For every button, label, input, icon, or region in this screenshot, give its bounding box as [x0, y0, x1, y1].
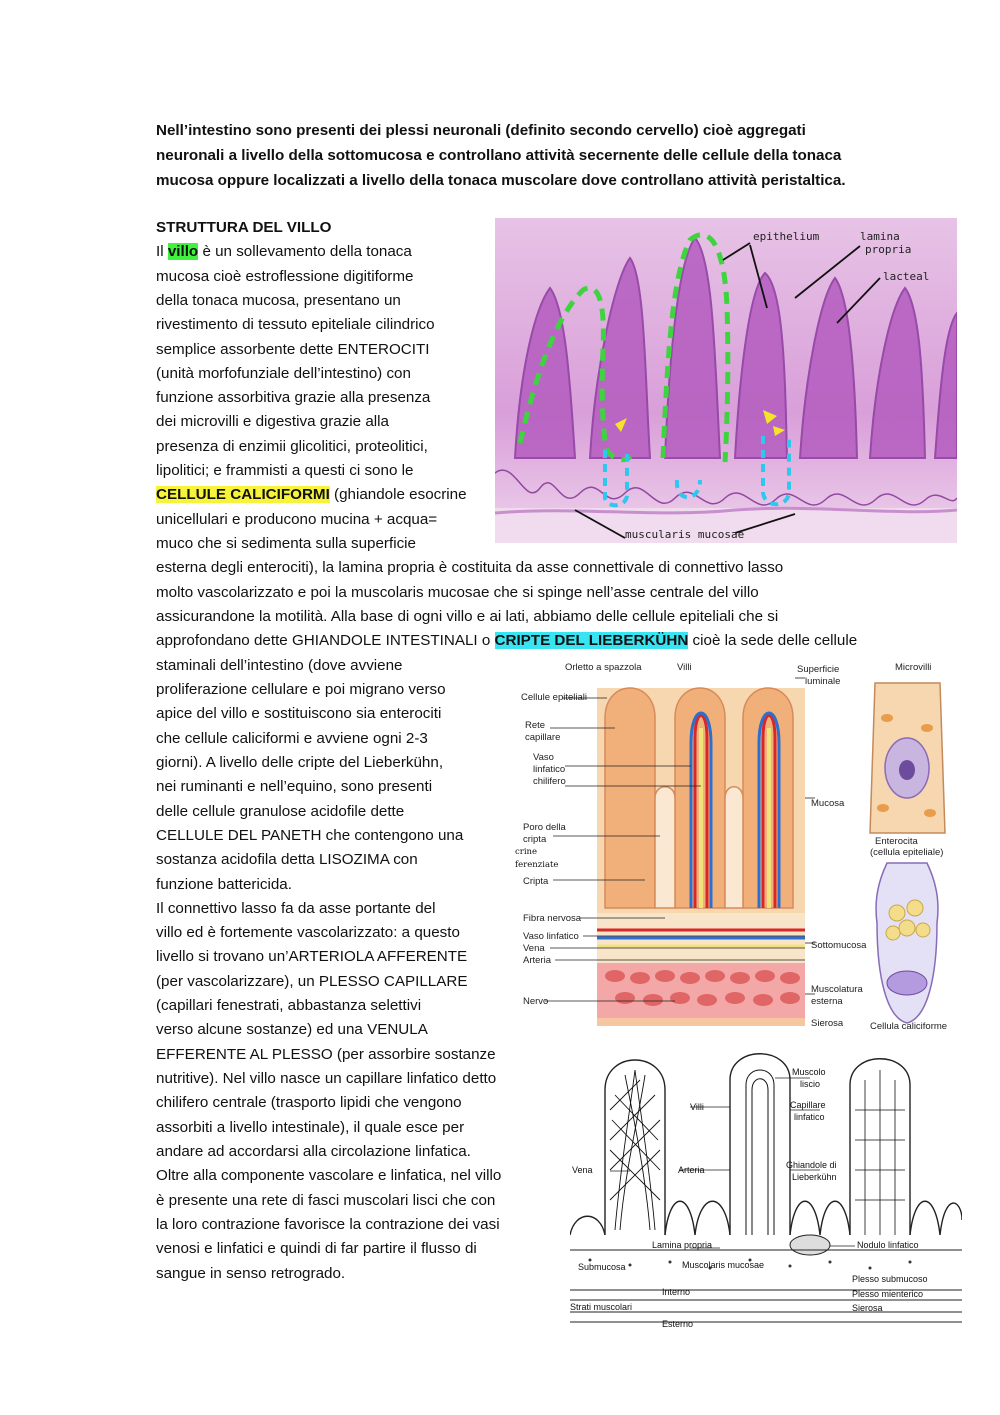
body-line: verso alcune sostanze) ed una VENULA [156, 1021, 428, 1038]
label-lamina: lamina [860, 230, 900, 243]
label-esterno: Esterno [662, 1319, 694, 1329]
label-arteria-bw: Arteria [678, 1165, 705, 1175]
body-line: Il connettivo lasso fa da asse portante del [156, 900, 436, 917]
villus-bw-diagram [570, 1050, 962, 1330]
body-line: nei ruminanti e nell’equino, sono presenti [156, 778, 433, 795]
body-line: apice del villo e sostituiscono sia enterociti [156, 705, 442, 722]
label-vaso: Vaso [533, 752, 554, 763]
body-line: esterna degli enterociti), la lamina propria è costituita da asse connettivale di connettivo lasso [156, 559, 784, 576]
label-chilifero: chilifero [533, 776, 566, 787]
label-lieberkuhn: Lieberkühn [792, 1172, 837, 1182]
label-cellula-caliciforme: Cellula caliciforme [870, 1021, 948, 1032]
label-plesso-mie: Plesso mienterico [852, 1289, 924, 1299]
label-luminale: luminale [805, 676, 841, 687]
label-sottomucosa: Sottomucosa [811, 940, 867, 951]
label-mucosa: Mucosa [811, 798, 845, 809]
histology-micrograph [495, 218, 957, 543]
label-capillare-bw: Capillare [790, 1100, 826, 1110]
label-muscolaris: Muscolaris mucosae [682, 1260, 765, 1270]
label-strati: Strati muscolari [570, 1302, 633, 1312]
body-line: unicellulari e producono mucina + acqua= [156, 511, 438, 528]
highlight-cripte: CRIPTE DEL LIEBERKÜHN [494, 632, 689, 649]
label-muscolo: Muscolo [792, 1067, 826, 1077]
body-line: semplice assorbente dette ENTEROCITI [156, 341, 430, 358]
body-line: sostanza acidofila detta LISOZIMA con [156, 851, 418, 868]
body-line: la loro contrazione favorisce la contrazione dei vasi [156, 1216, 500, 1233]
body-line: staminali dell’intestino (dove avviene [156, 657, 403, 674]
label-vena: Vena [523, 943, 545, 954]
highlight-villo: villo [167, 243, 199, 260]
body-line: (unità morfofunziale dell’intestino) con [156, 365, 411, 382]
label-villi-bw: Villi [690, 1102, 704, 1112]
body-line: funzione battericida. [156, 876, 292, 893]
body-line: chilifero centrale (trasporto lipidi che vengono [156, 1094, 462, 1111]
section-heading: STRUTTURA DEL VILLO [156, 219, 332, 236]
label-cripta: Cripta [523, 876, 549, 887]
label-submucosa: Submucosa [578, 1262, 626, 1272]
label-enterocita: Enterocita [875, 836, 918, 847]
body-line: livello si trovano un’ARTERIOLA AFFERENTE [156, 948, 468, 965]
label-vena-bw: Vena [572, 1165, 593, 1175]
label-microvilli: Microvilli [895, 662, 932, 673]
label-orletto: Orletto a spazzola [565, 662, 642, 673]
body-line: muco che si sedimenta sulla superficie [156, 535, 416, 552]
body-line: assicurandone la motilità. Alla base di ogni villo e ai lati, abbiamo delle cellule epiteliali che si [156, 608, 779, 625]
intro-line-2: neuronali a livello della sottomucosa e controllano attività secernente delle cellule della tonaca [156, 147, 842, 164]
body-line: assorbiti a livello intestinale), il quale esce per [156, 1119, 465, 1136]
label-cripta-poro: cripta [523, 834, 547, 845]
label-poro: Poro della [523, 822, 566, 833]
body-line: venosi e linfatici e quindi di far partire il flusso di [156, 1240, 477, 1257]
label-arteria: Arteria [523, 955, 551, 966]
body-line: è presente una rete di fasci muscolari lisci che con [156, 1192, 496, 1209]
body-line: sangue in senso retrogrado. [156, 1265, 346, 1282]
label-lacteal: lacteal [883, 270, 930, 283]
label-linfatico-bw: linfatico [794, 1112, 825, 1122]
label-vaso-linfatico: Vaso linfatico [523, 931, 579, 942]
body-line: giorni). A livello delle cripte del Lieberkühn, [156, 754, 444, 771]
label-propria: propria [865, 243, 912, 256]
label-sierosa-bw: Sierosa [852, 1303, 883, 1313]
body-line: della tonaca mucosa, presentano un [156, 292, 401, 309]
body-line: proliferazione cellulare e poi migrano verso [156, 681, 446, 698]
body-line: villo ed è fortemente vascolarizzato: a questo [156, 924, 460, 941]
body-line: andare ad accordarsi alla circolazione linfatica. [156, 1143, 471, 1160]
label-interno: Interno [662, 1287, 691, 1297]
label-muscularis-mucosae: muscularis mucosae [625, 528, 745, 541]
label-crine: crine [515, 847, 538, 857]
body-line: dei microvilli e digestiva grazie alla [156, 413, 389, 430]
label-rete: Rete [525, 720, 546, 731]
label-liscio: liscio [800, 1079, 821, 1089]
body-line: presenza di enzimii glicolitici, proteolitici, [156, 438, 428, 455]
body-line: mucosa cioè estroflessione digitiforme [156, 268, 414, 285]
label-fibra-nervosa: Fibra nervosa [523, 913, 582, 924]
body-line: approfondano dette GHIANDOLE INTESTINALI o CRIPTE DEL LIEBERKÜHN cioè la sede delle cellule [156, 632, 858, 649]
intro-line-1: Nell’intestino sono presenti dei plessi neuronali (definito secondo cervello) cioè aggregati [156, 122, 806, 139]
body-line: molto vascolarizzato e poi la muscolaris mucosae che si spinge nell’asse centrale del villo [156, 584, 759, 601]
label-plesso-sub: Plesso submucoso [852, 1274, 928, 1284]
label-ferenziate: ferenziate [515, 860, 559, 870]
villus-color-diagram [515, 658, 963, 1038]
label-nervo: Nervo [523, 996, 549, 1007]
body-line: EFFERENTE AL PLESSO (per assorbire sostanze [156, 1046, 496, 1063]
label-cellule-epiteliali: Cellule epiteliali [521, 692, 588, 703]
body-line: funzione assorbitiva grazie alla presenza [156, 389, 431, 406]
body-line: nutritive). Nel villo nasce un capillare linfatico detto [156, 1070, 497, 1087]
highlight-cellule-caliciformi: CELLULE CALICIFORMI [156, 486, 330, 503]
body-line: CELLULE DEL PANETH che contengono una [156, 827, 464, 844]
label-villi: Villi [677, 662, 692, 673]
label-capillare: capillare [525, 732, 561, 743]
body-line: delle cellule granulose acidofile dette [156, 803, 405, 820]
body-line: CELLULE CALICIFORMI (ghiandole esocrine [156, 486, 467, 503]
body-line: Il villo è un sollevamento della tonaca [156, 243, 412, 260]
body-line: che cellule caliciformi e avviene ogni 2-3 [156, 730, 428, 747]
label-epithelium: epithelium [753, 230, 820, 243]
label-superficie: Superficie [797, 664, 840, 675]
intro-line-3: mucosa oppure localizzati a livello della tonaca muscolare dove controllano attività peristaltica. [156, 172, 846, 189]
label-lamina-propria: Lamina propria [652, 1240, 713, 1250]
label-esterna: esterna [811, 996, 843, 1007]
label-cellula-epiteliale: (cellula epiteliale) [870, 847, 944, 858]
body-line: Oltre alla componente vascolare e linfatica, nel villo [156, 1167, 502, 1184]
label-nodulo: Nodulo linfatico [857, 1240, 919, 1250]
label-muscolatura: Muscolatura [811, 984, 863, 995]
body-line: (capillari fenestrati, abbastanza selettivi [156, 997, 422, 1014]
body-line: lipolitici; e frammisti a questi ci sono le [156, 462, 414, 479]
label-linfatico: linfatico [533, 764, 566, 775]
label-ghiandole: Ghiandole di [786, 1160, 837, 1170]
label-sierosa: Sierosa [811, 1018, 844, 1029]
body-line: (per vascolarizzare), un PLESSO CAPILLARE [156, 973, 468, 990]
body-line: rivestimento di tessuto epiteliale cilindrico [156, 316, 435, 333]
